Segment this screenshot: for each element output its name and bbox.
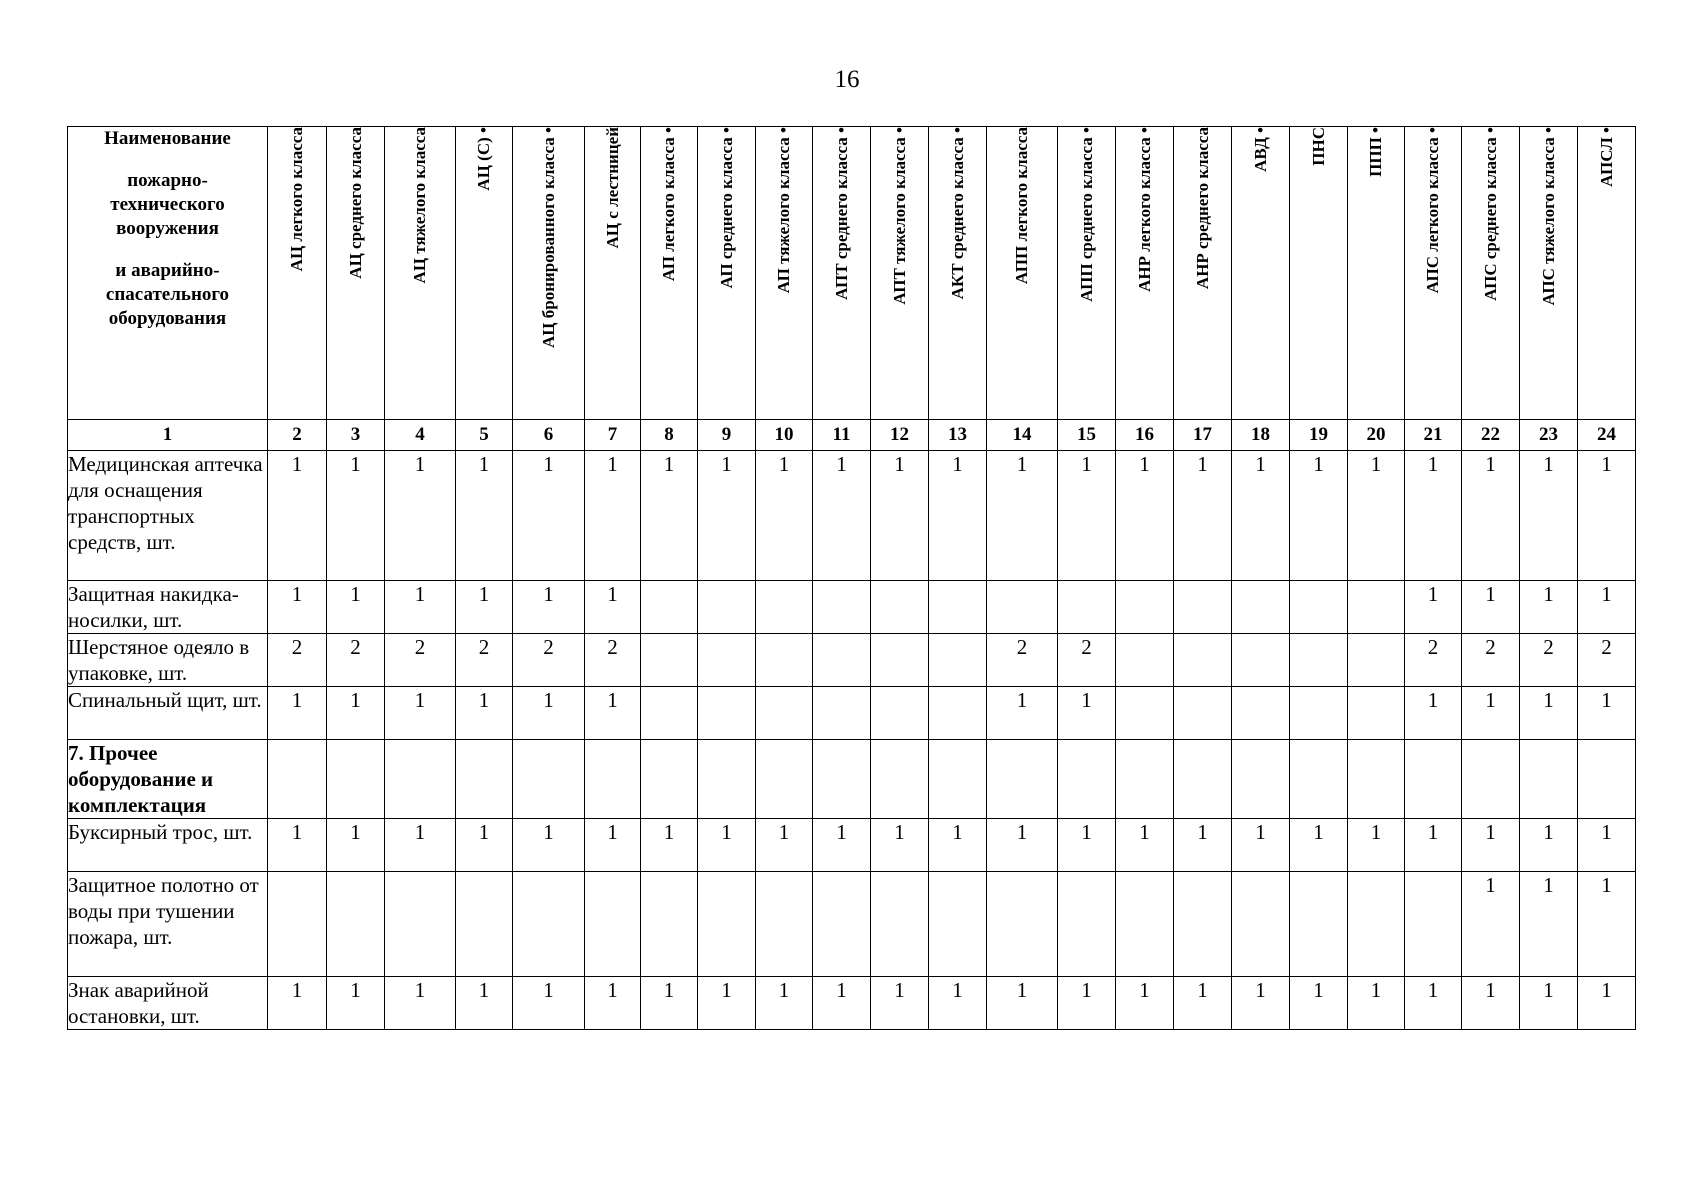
column-header-label: АЦ тяжелого класса	[410, 127, 429, 284]
quantity-cell: 1	[268, 581, 327, 634]
quantity-cell	[813, 581, 871, 634]
quantity-cell	[1232, 872, 1290, 977]
table-row	[68, 872, 1636, 977]
column-header-label: АКТ среднего класса •	[947, 127, 967, 300]
quantity-cell: 1	[1578, 451, 1636, 581]
quantity-cell	[1290, 872, 1348, 977]
column-number: 13	[929, 420, 987, 451]
quantity-cell	[698, 581, 756, 634]
quantity-cell: 1	[641, 819, 698, 872]
column-number: 20	[1348, 420, 1405, 451]
quantity-cell	[987, 872, 1058, 977]
quantity-cell: 1	[1578, 581, 1636, 634]
name-header-line: пожарно-	[127, 170, 208, 191]
column-header-label: АЦ легкого класса	[287, 127, 306, 272]
column-header-label: АП легкого класса •	[659, 127, 678, 282]
quantity-cell	[327, 740, 385, 819]
table-row	[68, 687, 1636, 740]
quantity-cell	[929, 872, 987, 977]
quantity-cell: 1	[1348, 451, 1405, 581]
column-header	[1405, 127, 1462, 420]
item-name: Защитное полотно от воды при тушении пожара, шт.	[68, 872, 268, 977]
column-number: 2	[268, 420, 327, 451]
quantity-cell: 1	[1290, 977, 1348, 1030]
quantity-cell	[756, 687, 813, 740]
column-header-label: АПС тяжелого класса •	[1538, 127, 1558, 306]
column-header	[756, 127, 813, 420]
quantity-cell: 1	[813, 977, 871, 1030]
quantity-cell: 2	[456, 634, 513, 687]
quantity-cell	[1116, 634, 1174, 687]
page-number: 16	[834, 66, 860, 93]
quantity-cell: 1	[1174, 819, 1232, 872]
quantity-cell: 2	[513, 634, 585, 687]
column-number: 4	[385, 420, 456, 451]
column-header-label: АЦ бронированного класса •	[538, 127, 558, 348]
quantity-cell	[813, 634, 871, 687]
name-header-line: технического	[110, 194, 225, 215]
quantity-cell	[756, 872, 813, 977]
column-header-label: АНР легкого класса •	[1134, 127, 1154, 292]
column-header	[585, 127, 641, 420]
quantity-cell	[268, 872, 327, 977]
quantity-cell: 1	[1058, 687, 1116, 740]
quantity-cell: 1	[1290, 819, 1348, 872]
quantity-cell: 1	[268, 977, 327, 1030]
quantity-cell: 1	[1520, 451, 1578, 581]
quantity-cell: 1	[1116, 819, 1174, 872]
column-header-label: АПС среднего класса •	[1480, 127, 1500, 301]
column-number: 5	[456, 420, 513, 451]
quantity-cell: 2	[585, 634, 641, 687]
quantity-cell: 1	[1520, 819, 1578, 872]
quantity-cell: 1	[268, 819, 327, 872]
column-number: 8	[641, 420, 698, 451]
quantity-cell	[698, 740, 756, 819]
quantity-cell: 1	[1405, 977, 1462, 1030]
quantity-cell: 1	[585, 581, 641, 634]
quantity-cell: 1	[698, 451, 756, 581]
quantity-cell: 1	[513, 687, 585, 740]
quantity-cell: 2	[268, 634, 327, 687]
column-header-label: АП тяжелого класса •	[774, 127, 793, 294]
quantity-cell: 1	[513, 581, 585, 634]
quantity-cell	[456, 740, 513, 819]
quantity-cell: 1	[1232, 451, 1290, 581]
quantity-cell: 1	[268, 451, 327, 581]
quantity-cell	[1058, 740, 1116, 819]
quantity-cell	[1405, 740, 1462, 819]
quantity-cell: 1	[1578, 977, 1636, 1030]
column-number: 1	[68, 420, 268, 451]
column-number: 16	[1116, 420, 1174, 451]
quantity-cell	[1290, 634, 1348, 687]
column-header-label: АЦ (С) •	[474, 127, 493, 191]
quantity-cell	[1174, 872, 1232, 977]
column-header-label: АПП легкого класса	[1012, 127, 1031, 285]
table-row	[68, 581, 1636, 634]
quantity-cell	[756, 634, 813, 687]
quantity-cell: 1	[871, 451, 929, 581]
quantity-cell	[987, 581, 1058, 634]
table-row	[68, 634, 1636, 687]
quantity-cell	[1348, 687, 1405, 740]
quantity-cell: 1	[513, 819, 585, 872]
quantity-cell: 1	[641, 451, 698, 581]
quantity-cell: 1	[1116, 451, 1174, 581]
quantity-cell: 1	[385, 451, 456, 581]
quantity-cell: 1	[987, 687, 1058, 740]
quantity-cell: 1	[1405, 819, 1462, 872]
quantity-cell: 1	[1058, 451, 1116, 581]
quantity-cell: 1	[327, 687, 385, 740]
quantity-cell	[813, 740, 871, 819]
quantity-cell	[1174, 740, 1232, 819]
quantity-cell	[813, 872, 871, 977]
quantity-cell: 1	[385, 581, 456, 634]
quantity-cell	[385, 872, 456, 977]
quantity-cell: 2	[1520, 634, 1578, 687]
item-name: Знак аварийной остановки, шт.	[68, 977, 268, 1030]
quantity-cell: 1	[1405, 581, 1462, 634]
quantity-cell	[1462, 740, 1520, 819]
quantity-cell	[1232, 634, 1290, 687]
quantity-cell	[385, 740, 456, 819]
quantity-cell	[1116, 872, 1174, 977]
quantity-cell: 1	[456, 687, 513, 740]
column-header	[698, 127, 756, 420]
quantity-cell: 1	[513, 451, 585, 581]
quantity-cell: 1	[987, 977, 1058, 1030]
quantity-cell	[513, 872, 585, 977]
quantity-cell	[698, 872, 756, 977]
quantity-cell	[1116, 581, 1174, 634]
quantity-cell: 1	[456, 451, 513, 581]
quantity-cell: 1	[1520, 581, 1578, 634]
column-header-label: ПНС	[1308, 127, 1328, 166]
equipment-table	[67, 126, 1636, 1030]
quantity-cell: 1	[1348, 977, 1405, 1030]
column-header	[1174, 127, 1232, 420]
quantity-cell	[268, 740, 327, 819]
item-name: Медицинская аптечка для оснащения транспортных средств, шт.	[68, 451, 268, 581]
quantity-cell	[871, 634, 929, 687]
column-header	[929, 127, 987, 420]
column-header-label: АЦ среднего класса	[345, 127, 365, 279]
quantity-cell: 1	[756, 819, 813, 872]
item-name: Буксирный трос, шт.	[68, 819, 268, 872]
column-header-label: АНР среднего класса	[1192, 127, 1212, 290]
quantity-cell	[1116, 687, 1174, 740]
quantity-cell: 1	[327, 977, 385, 1030]
name-header-line: Наименование	[104, 128, 231, 149]
column-header	[268, 127, 327, 420]
quantity-cell: 1	[327, 581, 385, 634]
quantity-cell	[871, 740, 929, 819]
quantity-cell: 1	[1462, 872, 1520, 977]
quantity-cell: 1	[929, 451, 987, 581]
quantity-cell	[513, 740, 585, 819]
quantity-cell: 1	[1348, 819, 1405, 872]
column-number: 15	[1058, 420, 1116, 451]
quantity-cell	[641, 581, 698, 634]
quantity-cell: 1	[1405, 687, 1462, 740]
quantity-cell: 1	[1174, 451, 1232, 581]
header-row	[68, 127, 1636, 420]
quantity-cell	[871, 872, 929, 977]
column-header	[1232, 127, 1290, 420]
quantity-cell	[585, 872, 641, 977]
column-number: 18	[1232, 420, 1290, 451]
name-header-line: спасательного	[105, 284, 230, 305]
quantity-cell	[1290, 581, 1348, 634]
quantity-cell: 1	[585, 687, 641, 740]
column-header	[1578, 127, 1636, 420]
column-number: 6	[513, 420, 585, 451]
quantity-cell: 1	[327, 819, 385, 872]
column-header	[813, 127, 871, 420]
quantity-cell: 1	[1578, 872, 1636, 977]
column-header	[1058, 127, 1116, 420]
quantity-cell	[1578, 740, 1636, 819]
column-number-row	[68, 420, 1636, 451]
quantity-cell: 1	[385, 977, 456, 1030]
quantity-cell: 1	[1520, 872, 1578, 977]
quantity-cell	[1290, 740, 1348, 819]
column-header	[987, 127, 1058, 420]
quantity-cell	[1058, 581, 1116, 634]
quantity-cell: 2	[1058, 634, 1116, 687]
quantity-cell: 1	[1232, 819, 1290, 872]
quantity-cell: 1	[641, 977, 698, 1030]
quantity-cell: 1	[698, 819, 756, 872]
column-number: 7	[585, 420, 641, 451]
quantity-cell	[641, 872, 698, 977]
quantity-cell: 1	[987, 451, 1058, 581]
quantity-cell: 1	[1232, 977, 1290, 1030]
quantity-cell: 1	[1462, 687, 1520, 740]
quantity-cell: 1	[987, 819, 1058, 872]
column-header-label: АВД •	[1250, 127, 1270, 172]
quantity-cell: 1	[268, 687, 327, 740]
quantity-cell	[1232, 687, 1290, 740]
quantity-cell	[585, 740, 641, 819]
column-header-label: ППП •	[1366, 127, 1385, 177]
quantity-cell: 2	[385, 634, 456, 687]
quantity-cell	[987, 740, 1058, 819]
quantity-cell	[641, 740, 698, 819]
column-header	[385, 127, 456, 420]
column-header-label: АЦ с лестницей	[602, 127, 622, 249]
quantity-cell	[1174, 581, 1232, 634]
quantity-cell	[1058, 872, 1116, 977]
quantity-cell	[641, 634, 698, 687]
quantity-cell: 1	[871, 977, 929, 1030]
quantity-cell: 1	[1058, 819, 1116, 872]
column-header-label: АПТ среднего класса •	[831, 127, 851, 300]
quantity-cell: 1	[1462, 819, 1520, 872]
table-row	[68, 451, 1636, 581]
quantity-cell: 2	[1578, 634, 1636, 687]
quantity-cell	[1348, 634, 1405, 687]
quantity-cell: 1	[585, 977, 641, 1030]
quantity-cell: 1	[1290, 451, 1348, 581]
quantity-cell: 1	[698, 977, 756, 1030]
quantity-cell	[813, 687, 871, 740]
quantity-cell	[1174, 687, 1232, 740]
column-header	[1348, 127, 1405, 420]
quantity-cell: 1	[1578, 687, 1636, 740]
quantity-cell: 1	[327, 451, 385, 581]
quantity-cell	[456, 872, 513, 977]
quantity-cell: 1	[456, 977, 513, 1030]
name-header-line: оборудования	[108, 308, 227, 329]
quantity-cell: 1	[585, 451, 641, 581]
column-header	[871, 127, 929, 420]
quantity-cell: 1	[929, 977, 987, 1030]
quantity-cell	[1116, 740, 1174, 819]
quantity-cell: 1	[385, 819, 456, 872]
column-number: 9	[698, 420, 756, 451]
column-number: 12	[871, 420, 929, 451]
column-number: 10	[756, 420, 813, 451]
name-header-line: и аварийно-	[115, 260, 220, 281]
column-number: 17	[1174, 420, 1232, 451]
quantity-cell	[1348, 740, 1405, 819]
column-header	[1520, 127, 1578, 420]
quantity-cell	[1348, 581, 1405, 634]
quantity-cell: 1	[871, 819, 929, 872]
column-header	[1462, 127, 1520, 420]
quantity-cell	[698, 634, 756, 687]
quantity-cell: 1	[1462, 451, 1520, 581]
name-column-header	[68, 127, 268, 420]
column-header	[456, 127, 513, 420]
item-name: Спинальный щит, шт.	[68, 687, 268, 740]
column-header-label: АП среднего класса •	[716, 127, 736, 289]
quantity-cell: 1	[1462, 581, 1520, 634]
quantity-cell: 1	[1520, 977, 1578, 1030]
quantity-cell: 1	[513, 977, 585, 1030]
column-header	[641, 127, 698, 420]
quantity-cell: 1	[585, 819, 641, 872]
quantity-cell	[1232, 581, 1290, 634]
quantity-cell: 1	[1058, 977, 1116, 1030]
quantity-cell	[698, 687, 756, 740]
quantity-cell	[756, 740, 813, 819]
column-number: 24	[1578, 420, 1636, 451]
quantity-cell	[641, 687, 698, 740]
column-number: 23	[1520, 420, 1578, 451]
quantity-cell: 1	[1116, 977, 1174, 1030]
item-name: Шерстяное одеяло в упаковке, шт.	[68, 634, 268, 687]
table-row	[68, 819, 1636, 872]
quantity-cell: 1	[813, 819, 871, 872]
quantity-cell	[871, 687, 929, 740]
column-header-label: АПС легкого класса •	[1423, 127, 1442, 294]
item-name: Защитная накидка-носилки, шт.	[68, 581, 268, 634]
name-header-line: вооружения	[116, 218, 219, 239]
column-number: 22	[1462, 420, 1520, 451]
quantity-cell: 1	[929, 819, 987, 872]
quantity-cell	[1232, 740, 1290, 819]
quantity-cell: 1	[813, 451, 871, 581]
quantity-cell	[929, 634, 987, 687]
table-row	[68, 977, 1636, 1030]
section-row	[68, 740, 1636, 819]
column-header	[1290, 127, 1348, 420]
quantity-cell	[1405, 872, 1462, 977]
quantity-cell	[1290, 687, 1348, 740]
quantity-cell	[929, 581, 987, 634]
quantity-cell: 1	[1462, 977, 1520, 1030]
quantity-cell	[871, 581, 929, 634]
column-header	[327, 127, 385, 420]
column-number: 19	[1290, 420, 1348, 451]
column-number: 14	[987, 420, 1058, 451]
column-header-label: АПП среднего класса •	[1076, 127, 1096, 302]
quantity-cell	[756, 581, 813, 634]
quantity-cell: 1	[756, 977, 813, 1030]
quantity-cell: 1	[1174, 977, 1232, 1030]
quantity-cell: 2	[1462, 634, 1520, 687]
column-header	[513, 127, 585, 420]
quantity-cell	[1348, 872, 1405, 977]
section-title: 7. Прочее оборудование и комплектация	[68, 740, 268, 819]
column-header-label: АПСЛ •	[1596, 127, 1616, 187]
column-number: 21	[1405, 420, 1462, 451]
column-number: 3	[327, 420, 385, 451]
column-header-label: АПТ тяжелого класса •	[889, 127, 909, 305]
column-number: 11	[813, 420, 871, 451]
quantity-cell	[929, 740, 987, 819]
quantity-cell: 1	[1405, 451, 1462, 581]
quantity-cell: 1	[456, 819, 513, 872]
quantity-cell: 1	[1520, 687, 1578, 740]
quantity-cell: 1	[756, 451, 813, 581]
quantity-cell	[929, 687, 987, 740]
quantity-cell: 1	[1578, 819, 1636, 872]
quantity-cell	[327, 872, 385, 977]
quantity-cell: 1	[456, 581, 513, 634]
quantity-cell: 2	[1405, 634, 1462, 687]
quantity-cell	[1520, 740, 1578, 819]
column-header	[1116, 127, 1174, 420]
quantity-cell: 1	[385, 687, 456, 740]
quantity-cell: 2	[327, 634, 385, 687]
quantity-cell	[1174, 634, 1232, 687]
quantity-cell: 2	[987, 634, 1058, 687]
